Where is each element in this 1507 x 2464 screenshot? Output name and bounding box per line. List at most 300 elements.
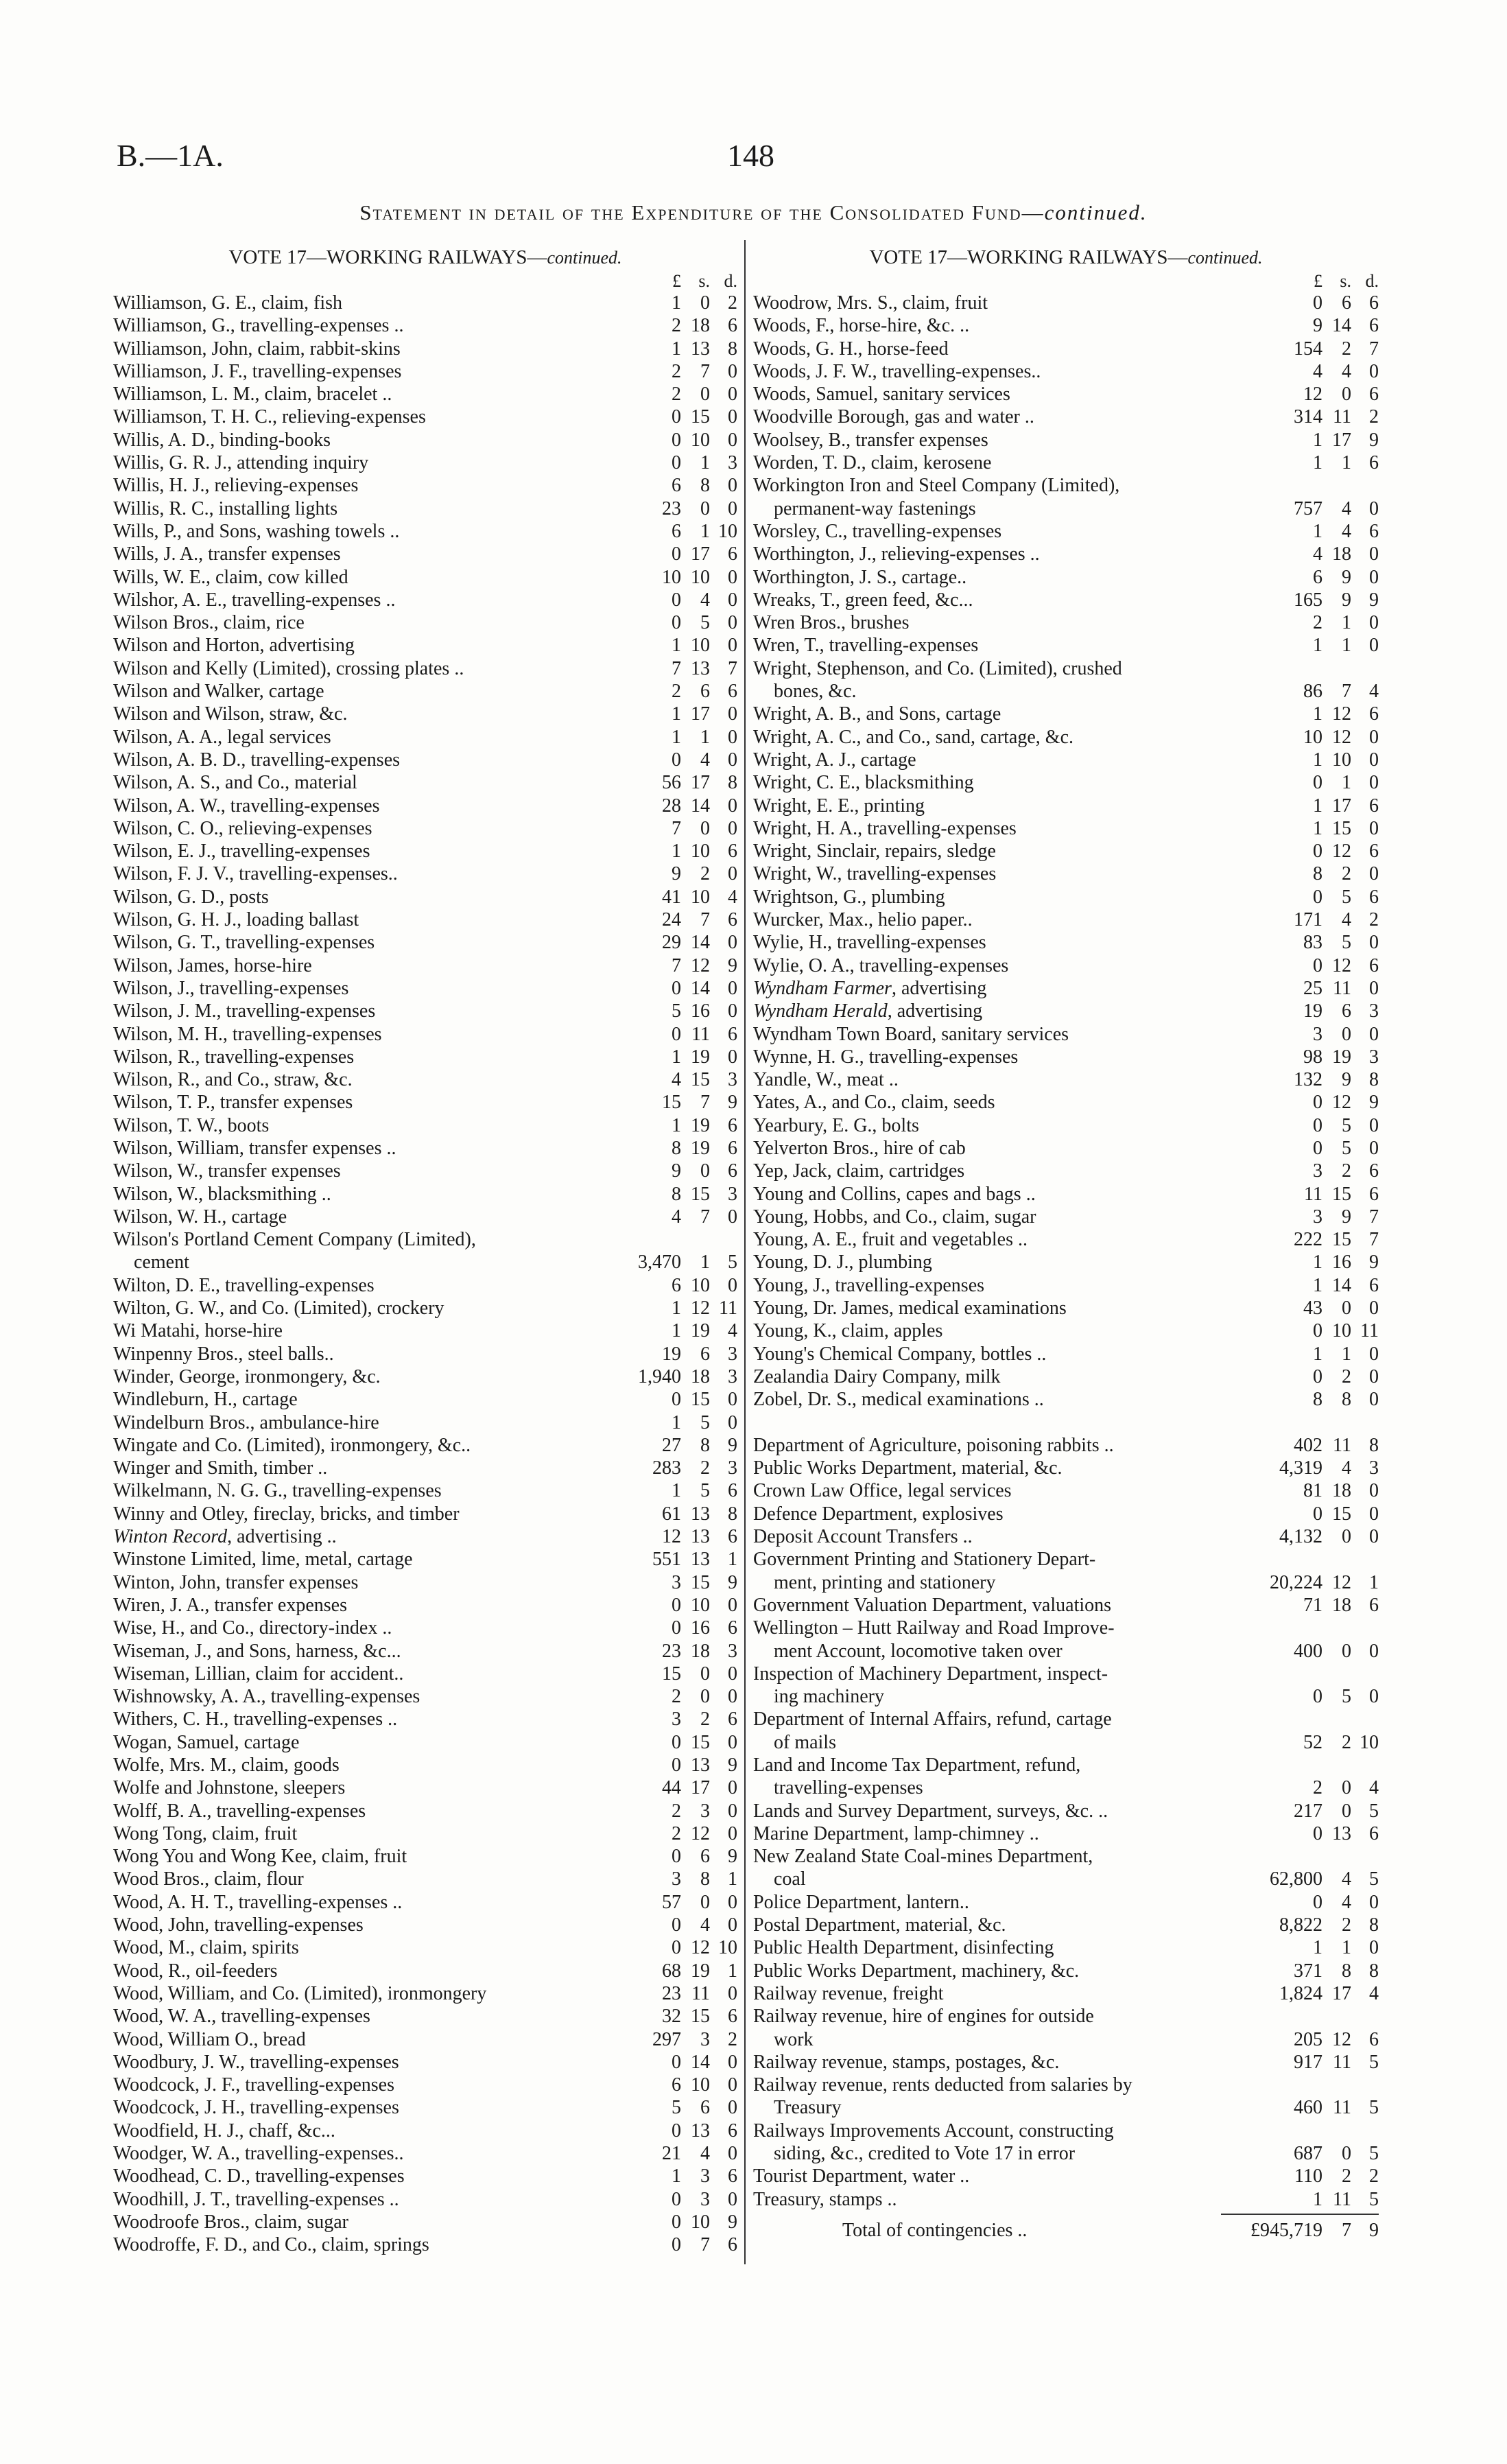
amount-shillings xyxy=(1322,657,1351,680)
amount-shillings: 2 xyxy=(1342,1365,1351,1387)
amount-shillings: 12 xyxy=(691,1822,710,1844)
title-continued: continued. xyxy=(1044,200,1148,224)
amount-pounds: 1 xyxy=(672,338,681,360)
entry-description: Wright, E. E., printing xyxy=(753,795,925,817)
amount-pounds: 61 xyxy=(662,1503,681,1525)
amount-pounds xyxy=(1247,1548,1322,1571)
amount-pence: 6 xyxy=(728,681,737,703)
table-row xyxy=(753,2096,1379,2119)
amount-shillings: 18 xyxy=(1332,543,1351,565)
right-vote-title xyxy=(753,244,1379,271)
amount-pence: 3 xyxy=(1369,1046,1379,1068)
amount-shillings: 6 xyxy=(700,2097,710,2119)
entry-description: Wright, A. J., cartage xyxy=(753,749,916,771)
entry-description: Winder, George, ironmongery, &c. xyxy=(113,1365,381,1387)
table-row xyxy=(113,1982,737,2005)
amount-pence: 0 xyxy=(1369,360,1379,382)
amount-shillings: 0 xyxy=(1342,384,1351,406)
document-reference: B.—1A. xyxy=(117,138,224,173)
entry-description: Wood, William, and Co. (Limited), ironmongery xyxy=(113,1982,487,2004)
entry-description: Crown Law Office, legal services xyxy=(753,1480,1012,1502)
amount-shillings: 10 xyxy=(691,886,710,908)
amount-pounds: 7 xyxy=(672,657,681,679)
amount-shillings: 13 xyxy=(691,657,710,679)
amount-pounds: 43 xyxy=(1303,1298,1322,1319)
entry-description: Wilson, J. M., travelling-expenses xyxy=(113,1000,376,1022)
entry-description: Wright, A. C., and Co., sand, cartage, &c. xyxy=(753,726,1073,748)
entry-description: Yates, A., and Co., claim, seeds xyxy=(753,1092,995,1114)
amount-pounds: 5 xyxy=(672,1000,681,1022)
entry-description: Wilshor, A. E., travelling-expenses .. xyxy=(113,589,396,611)
table-row xyxy=(753,1114,1379,1137)
amount-pence: 0 xyxy=(1369,635,1379,657)
table-row xyxy=(113,1457,737,1479)
table-row xyxy=(753,2074,1379,2096)
table-row xyxy=(113,611,737,634)
amount-pence: 6 xyxy=(728,2166,737,2187)
amount-pence: 8 xyxy=(728,1503,737,1525)
left-header-pence: d. xyxy=(724,271,737,291)
amount-pence: 4 xyxy=(728,886,737,908)
amount-pounds: 154 xyxy=(1294,338,1322,360)
table-row xyxy=(113,1297,737,1319)
table-row xyxy=(113,1503,737,1525)
amount-pence: 0 xyxy=(1369,1480,1379,1502)
amount-shillings: 12 xyxy=(691,954,710,976)
amount-shillings: 13 xyxy=(1332,1822,1351,1844)
entry-description: Wren Bros., brushes xyxy=(753,612,910,634)
entry-description: Wood, W. A., travelling-expenses xyxy=(113,2006,370,2028)
entry-description: Williamson, G., travelling-expenses .. xyxy=(113,315,404,337)
amount-shillings: 14 xyxy=(1332,1274,1351,1296)
amount-pounds: 2 xyxy=(672,360,681,382)
table-row xyxy=(113,726,737,749)
entry-description: Wong Tong, claim, fruit xyxy=(113,1822,298,1844)
entry-description: cement xyxy=(134,1252,189,1274)
amount-pence: 9 xyxy=(1369,1092,1379,1114)
amount-shillings: 15 xyxy=(691,406,710,428)
table-row xyxy=(753,2051,1379,2074)
amount-shillings: 4 xyxy=(1342,1457,1351,1479)
amount-pence: 6 xyxy=(1369,1822,1379,1844)
table-row xyxy=(113,1160,737,1182)
table-row xyxy=(753,1663,1379,1685)
table-row xyxy=(113,1023,737,1046)
amount-pence: 6 xyxy=(728,909,737,931)
table-row xyxy=(113,1228,737,1251)
amount-shillings: 3 xyxy=(700,2166,710,2187)
entry-description: Young, Hobbs, and Co., claim, sugar xyxy=(753,1206,1036,1228)
entry-description: Department of Agriculture, poisoning rabbits .. xyxy=(753,1434,1114,1456)
amount-pounds: 62,800 xyxy=(1270,1868,1322,1890)
amount-pence xyxy=(1351,474,1379,497)
entry-description: Wise, H., and Co., directory-index .. xyxy=(113,1617,392,1639)
amount-pence: 0 xyxy=(728,1411,737,1433)
entry-description: Young, K., claim, apples xyxy=(753,1320,943,1342)
table-row xyxy=(753,1183,1379,1206)
table-row xyxy=(113,1936,737,1959)
table-row xyxy=(113,863,737,885)
amount-shillings: 2 xyxy=(1342,2166,1351,2187)
amount-pence: 6 xyxy=(1369,2028,1379,2050)
amount-pounds: 1 xyxy=(672,635,681,657)
amount-pounds: 6 xyxy=(672,1274,681,1296)
entry-description: Wright, Sinclair, repairs, sledge xyxy=(753,841,996,863)
amount-pounds: 19 xyxy=(1303,1000,1322,1022)
table-row xyxy=(753,1228,1379,1251)
amount-shillings: 10 xyxy=(691,2074,710,2096)
amount-pounds xyxy=(1247,1411,1322,1434)
amount-pounds: 4 xyxy=(1313,360,1322,382)
entry-description: Wills, J. A., transfer expenses xyxy=(113,543,341,565)
amount-pounds: 171 xyxy=(1294,909,1322,931)
amount-shillings: 15 xyxy=(691,1731,710,1753)
amount-shillings xyxy=(1322,1754,1351,1776)
table-row xyxy=(113,1525,737,1548)
amount-shillings xyxy=(1322,474,1351,497)
amount-pence: 0 xyxy=(728,1731,737,1753)
table-row xyxy=(753,2142,1379,2165)
table-row xyxy=(753,2120,1379,2142)
table-row xyxy=(753,1479,1379,1502)
entry-description: Government Valuation Department, valuations xyxy=(753,1594,1112,1616)
amount-pounds: 0 xyxy=(672,1731,681,1753)
amount-pounds: 0 xyxy=(672,1755,681,1776)
table-row xyxy=(113,1731,737,1754)
table-row xyxy=(753,451,1379,474)
table-row xyxy=(113,680,737,703)
table-row xyxy=(753,931,1379,954)
amount-pounds: 205 xyxy=(1294,2028,1322,2050)
table-row xyxy=(753,1845,1379,1868)
amount-pence: 0 xyxy=(728,749,737,771)
amount-shillings: 6 xyxy=(1342,292,1351,314)
table-row xyxy=(113,2142,737,2165)
table-row xyxy=(753,566,1379,589)
entry-description: Zealandia Dairy Company, milk xyxy=(753,1365,1001,1387)
amount-pounds xyxy=(1247,1617,1322,1639)
amount-pounds: 0 xyxy=(1313,1503,1322,1525)
entry-description: Windelburn Bros., ambulance-hire xyxy=(113,1411,379,1433)
amount-shillings: 5 xyxy=(700,1411,710,1433)
entry-description: Woodger, W. A., travelling-expenses.. xyxy=(113,2143,404,2165)
entry-description: work xyxy=(774,2028,814,2050)
entry-description: Wilson, M. H., travelling-expenses xyxy=(113,1023,382,1045)
entry-description: Wilson, W. H., cartage xyxy=(113,1206,287,1228)
amount-shillings: 10 xyxy=(691,841,710,863)
entry-description: Wreaks, T., green feed, &c... xyxy=(753,589,973,611)
entry-description: Woodroofe Bros., claim, sugar xyxy=(113,2211,348,2233)
amount-pence: 0 xyxy=(1369,1640,1379,1662)
table-row xyxy=(753,406,1379,428)
entry-description: ing machinery xyxy=(774,1686,884,1708)
amount-shillings: 0 xyxy=(1342,1777,1351,1799)
total-shillings: 7 xyxy=(1342,2219,1351,2241)
amount-pounds: 1 xyxy=(1313,817,1322,839)
entry-description: Willis, H. J., relieving-expenses xyxy=(113,475,359,497)
amount-pence: 4 xyxy=(1369,1777,1379,1799)
amount-pounds: 8 xyxy=(1313,863,1322,885)
amount-shillings: 2 xyxy=(1342,1914,1351,1936)
amount-pounds: 2 xyxy=(672,681,681,703)
amount-pounds: 15 xyxy=(662,1092,681,1114)
table-row xyxy=(753,611,1379,634)
table-row xyxy=(753,1457,1379,1479)
table-row xyxy=(753,771,1379,794)
right-vote-label: VOTE 17—WORKING RAILWAYS— xyxy=(869,246,1188,268)
amount-shillings: 0 xyxy=(1342,1640,1351,1662)
amount-pounds: 3 xyxy=(672,1709,681,1730)
amount-pounds: 0 xyxy=(672,543,681,565)
amount-pence: 0 xyxy=(1369,1503,1379,1525)
amount-pence: 5 xyxy=(1369,2097,1379,2119)
entry-description: Wrightson, G., plumbing xyxy=(753,886,945,908)
entry-description: Wiseman, J., and Sons, harness, &c... xyxy=(113,1640,401,1662)
amount-shillings: 19 xyxy=(691,1114,710,1136)
amount-shillings: 1 xyxy=(1342,635,1351,657)
entry-description: Wood, A. H. T., travelling-expenses .. xyxy=(113,1891,403,1913)
entry-description: Wilson, James, horse-hire xyxy=(113,954,312,976)
amount-pence: 0 xyxy=(728,406,737,428)
amount-pence: 6 xyxy=(728,841,737,863)
amount-pounds xyxy=(606,1228,681,1251)
amount-shillings: 15 xyxy=(691,1389,710,1411)
amount-pence: 0 xyxy=(1369,1937,1379,1959)
table-row xyxy=(113,840,737,863)
amount-shillings: 1 xyxy=(700,1252,710,1274)
table-row xyxy=(753,1594,1379,1617)
right-vote-continued: continued. xyxy=(1187,248,1263,268)
amount-pence: 0 xyxy=(1369,543,1379,565)
amount-pence: 0 xyxy=(728,817,737,839)
table-row xyxy=(753,1868,1379,1890)
amount-shillings: 2 xyxy=(1342,1160,1351,1182)
entry-description: Wogan, Samuel, cartage xyxy=(113,1731,300,1753)
amount-shillings: 4 xyxy=(1342,909,1351,931)
amount-pounds: 21 xyxy=(662,2143,681,2165)
amount-pence: 6 xyxy=(1369,703,1379,725)
table-row xyxy=(113,1685,737,1708)
entry-description: travelling-expenses xyxy=(774,1777,923,1799)
entry-description: Wylie, O. A., travelling-expenses xyxy=(753,954,1009,976)
table-row xyxy=(113,1914,737,1936)
table-row xyxy=(113,1479,737,1502)
table-row xyxy=(113,292,737,314)
amount-shillings: 4 xyxy=(1342,1891,1351,1913)
amount-pence: 7 xyxy=(1369,338,1379,360)
table-row xyxy=(113,1411,737,1434)
amount-pounds: 2 xyxy=(672,384,681,406)
amount-pounds: 1 xyxy=(672,1298,681,1319)
amount-shillings: 18 xyxy=(1332,1480,1351,1502)
amount-pounds: 551 xyxy=(652,1549,681,1571)
amount-pounds: 757 xyxy=(1294,497,1322,519)
amount-pounds: 0 xyxy=(1313,886,1322,908)
amount-pence: 0 xyxy=(1369,1891,1379,1913)
amount-pence: 0 xyxy=(728,1046,737,1068)
amount-pounds: 1 xyxy=(1313,635,1322,657)
amount-pence: 0 xyxy=(728,1594,737,1616)
amount-shillings: 19 xyxy=(691,1320,710,1342)
amount-pounds xyxy=(1247,1708,1322,1730)
table-row xyxy=(113,1960,737,1982)
amount-pounds: 29 xyxy=(662,932,681,954)
total-pounds: £945,719 xyxy=(1250,2219,1322,2241)
amount-pence: 0 xyxy=(728,1000,737,1022)
entry-description: Treasury, stamps .. xyxy=(753,2188,897,2210)
entry-description: Wilson and Wilson, straw, &c. xyxy=(113,703,348,725)
amount-shillings: 15 xyxy=(1332,1229,1351,1251)
amount-shillings: 0 xyxy=(1342,1298,1351,1319)
entry-description: Public Works Department, machinery, &c. xyxy=(753,1960,1080,1982)
table-row xyxy=(113,1891,737,1914)
amount-pence: 6 xyxy=(1369,1183,1379,1205)
amount-shillings: 13 xyxy=(691,1549,710,1571)
entry-description: Williamson, G. E., claim, fish xyxy=(113,292,343,314)
amount-pence xyxy=(1351,1411,1379,1434)
amount-pence: 0 xyxy=(728,2051,737,2073)
entry-description: Young, A. E., fruit and vegetables .. xyxy=(753,1229,1028,1251)
amount-pence xyxy=(1351,1663,1379,1685)
table-row xyxy=(753,1936,1379,1959)
amount-pence xyxy=(1351,1708,1379,1730)
amount-pounds: 0 xyxy=(672,2234,681,2256)
table-row xyxy=(113,1206,737,1228)
entry-description: Willis, R. C., installing lights xyxy=(113,497,338,519)
amount-pounds: 8,822 xyxy=(1279,1914,1322,1936)
table-row xyxy=(753,817,1379,840)
table-row xyxy=(113,1663,737,1685)
entry-description: Land and Income Tax Department, refund, xyxy=(753,1755,1081,1776)
entry-description: Wylie, H., travelling-expenses xyxy=(753,932,986,954)
entry-description: Wellington – Hutt Railway and Road Improve- xyxy=(753,1617,1115,1639)
amount-pence: 9 xyxy=(1369,429,1379,451)
entry-description: Wiren, J. A., transfer expenses xyxy=(113,1594,347,1616)
entry-description: Wilson, R., and Co., straw, &c. xyxy=(113,1069,353,1091)
entry-description: Tourist Department, water .. xyxy=(753,2166,970,2187)
amount-shillings: 6 xyxy=(700,1343,710,1365)
amount-shillings: 11 xyxy=(691,1023,710,1045)
table-row xyxy=(113,795,737,817)
amount-shillings: 19 xyxy=(1332,1046,1351,1068)
amount-pence: 0 xyxy=(1369,863,1379,885)
entry-description: Wolfe and Johnstone, sleepers xyxy=(113,1777,346,1799)
table-row xyxy=(113,2096,737,2119)
amount-shillings: 6 xyxy=(1342,1000,1351,1022)
amount-pounds: 1 xyxy=(672,1046,681,1068)
amount-pounds xyxy=(1247,2005,1322,2028)
amount-shillings xyxy=(1322,1708,1351,1730)
amount-shillings: 10 xyxy=(691,635,710,657)
amount-shillings: 11 xyxy=(1333,2097,1351,2119)
amount-pence: 4 xyxy=(1369,1982,1379,2004)
entry-description: Wolfe, Mrs. M., claim, goods xyxy=(113,1755,340,1776)
amount-shillings: 0 xyxy=(700,1663,710,1685)
amount-shillings: 4 xyxy=(700,749,710,771)
entry-description: Woods, Samuel, sanitary services xyxy=(753,384,1010,406)
amount-shillings: 19 xyxy=(691,1046,710,1068)
amount-pence: 5 xyxy=(728,1252,737,1274)
amount-pence: 0 xyxy=(728,589,737,611)
amount-shillings: 1 xyxy=(700,520,710,542)
amount-pence: 6 xyxy=(1369,520,1379,542)
amount-shillings: 4 xyxy=(700,2143,710,2165)
amount-pounds: 1 xyxy=(672,1320,681,1342)
amount-pence: 0 xyxy=(728,2074,737,2096)
entry-description: Wyndham Herald, advertising xyxy=(753,1000,983,1022)
amount-pounds: 132 xyxy=(1294,1069,1322,1091)
entry-description: Government Printing and Stationery Depart- xyxy=(753,1549,1096,1571)
amount-pence: 6 xyxy=(1369,886,1379,908)
amount-pence: 5 xyxy=(1369,2143,1379,2165)
amount-pounds: 24 xyxy=(662,909,681,931)
amount-pence: 0 xyxy=(728,863,737,885)
amount-pounds: 11 xyxy=(1304,1183,1322,1205)
entry-description: Woods, G. H., horse-feed xyxy=(753,338,949,360)
table-row xyxy=(113,1068,737,1091)
table-row xyxy=(753,1800,1379,1822)
amount-pounds: 83 xyxy=(1303,932,1322,954)
amount-shillings: 0 xyxy=(1342,1800,1351,1822)
table-row xyxy=(113,589,737,611)
amount-shillings: 10 xyxy=(691,2211,710,2233)
amount-shillings: 5 xyxy=(1342,1137,1351,1159)
amount-pounds: 8 xyxy=(1313,1389,1322,1411)
amount-shillings: 2 xyxy=(700,1457,710,1479)
amount-pence: 9 xyxy=(728,954,737,976)
amount-shillings: 0 xyxy=(700,1891,710,1913)
amount-pounds: 0 xyxy=(672,1617,681,1639)
amount-shillings: 2 xyxy=(1342,1731,1351,1753)
entry-description: Wyndham Town Board, sanitary services xyxy=(753,1023,1069,1045)
amount-pounds: 314 xyxy=(1294,406,1322,428)
amount-pounds: 27 xyxy=(662,1434,681,1456)
amount-shillings: 0 xyxy=(700,817,710,839)
table-row xyxy=(113,1548,737,1571)
entry-description: Winny and Otley, fireclay, bricks, and timber xyxy=(113,1503,460,1525)
amount-shillings: 11 xyxy=(1333,2051,1351,2073)
amount-pence xyxy=(1351,1548,1379,1571)
amount-shillings: 7 xyxy=(700,360,710,382)
amount-shillings: 2 xyxy=(700,1709,710,1730)
table-row xyxy=(753,1160,1379,1182)
table-row xyxy=(753,1046,1379,1068)
table-row xyxy=(113,1000,737,1022)
amount-pence: 4 xyxy=(1369,681,1379,703)
entry-description: of mails xyxy=(774,1731,836,1753)
entry-description: ment Account, locomotive taken over xyxy=(774,1640,1063,1662)
entry-description: siding, &c., credited to Vote 17 in error xyxy=(774,2143,1076,2165)
table-row xyxy=(753,1343,1379,1365)
entry-description: Woodroffe, F. D., and Co., claim, springs xyxy=(113,2234,429,2256)
entry-description: Wilson and Kelly (Limited), crossing plates .. xyxy=(113,657,464,679)
table-row xyxy=(113,2188,737,2211)
entry-description: Worthington, J., relieving-expenses .. xyxy=(753,543,1040,565)
amount-shillings: 16 xyxy=(1332,1252,1351,1274)
entry-description: Woods, J. F. W., travelling-expenses.. xyxy=(753,360,1041,382)
amount-pence: 0 xyxy=(1369,1526,1379,1548)
amount-shillings: 19 xyxy=(691,1960,710,1982)
amount-shillings: 15 xyxy=(1332,1183,1351,1205)
entry-description: Winton Record, advertising .. xyxy=(113,1526,337,1548)
table-row xyxy=(113,2165,737,2187)
amount-pence: 6 xyxy=(728,1480,737,1502)
amount-shillings xyxy=(1322,1617,1351,1639)
entry-description: Woodbury, J. W., travelling-expenses xyxy=(113,2051,399,2073)
amount-shillings xyxy=(1322,1663,1351,1685)
amount-pence: 9 xyxy=(728,1755,737,1776)
table-row xyxy=(113,566,737,589)
